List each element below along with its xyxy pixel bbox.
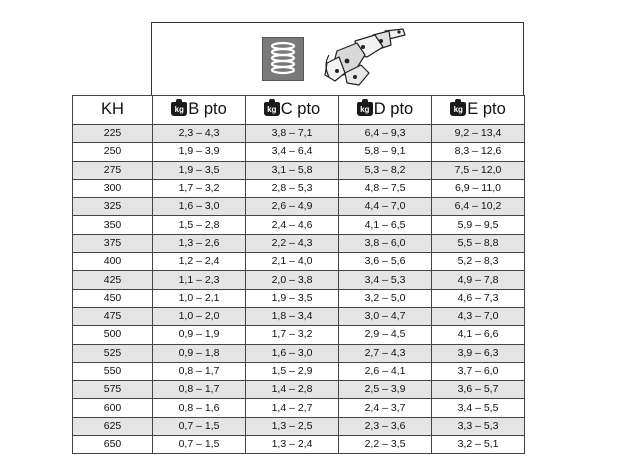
table-row bbox=[73, 326, 525, 344]
column-header-c: kg C pto bbox=[246, 96, 339, 125]
cell-e: 3,9 – 6,3 bbox=[432, 344, 525, 362]
column-header-kh: KH bbox=[73, 96, 153, 125]
cell-d: 3,2 – 5,0 bbox=[339, 289, 432, 307]
cell-c: 2,2 – 4,3 bbox=[246, 234, 339, 252]
cell-b: 0,7 – 1,5 bbox=[153, 417, 246, 435]
cell-d: 2,9 – 4,5 bbox=[339, 326, 432, 344]
cell-kh: 325 bbox=[73, 198, 153, 216]
cell-b: 1,0 – 2,1 bbox=[153, 289, 246, 307]
column-header-b: kg B pto bbox=[153, 96, 246, 125]
table-row bbox=[73, 253, 525, 271]
cell-d: 4,1 – 6,5 bbox=[339, 216, 432, 234]
cell-d: 5,3 – 8,2 bbox=[339, 161, 432, 179]
cell-c: 1,4 – 2,7 bbox=[246, 399, 339, 417]
cell-e: 5,5 – 8,8 bbox=[432, 234, 525, 252]
cell-d: 2,4 – 3,7 bbox=[339, 399, 432, 417]
cell-kh: 350 bbox=[73, 216, 153, 234]
cell-d: 2,7 – 4,3 bbox=[339, 344, 432, 362]
cell-e: 4,9 – 7,8 bbox=[432, 271, 525, 289]
kg-weight-icon: kg bbox=[450, 102, 466, 116]
cell-e: 4,6 – 7,3 bbox=[432, 289, 525, 307]
cell-kh: 625 bbox=[73, 417, 153, 435]
cell-kh: 450 bbox=[73, 289, 153, 307]
cell-d: 3,0 – 4,7 bbox=[339, 307, 432, 325]
lift-mechanism-hinge-icon bbox=[315, 25, 409, 89]
cell-d: 2,3 – 3,6 bbox=[339, 417, 432, 435]
cell-kh: 575 bbox=[73, 381, 153, 399]
cell-d: 5,8 – 9,1 bbox=[339, 143, 432, 161]
cell-kh: 275 bbox=[73, 161, 153, 179]
table-row bbox=[73, 234, 525, 252]
cell-b: 1,9 – 3,5 bbox=[153, 161, 246, 179]
table-row bbox=[73, 198, 525, 216]
cell-b: 0,8 – 1,6 bbox=[153, 399, 246, 417]
cell-b: 1,2 – 2,4 bbox=[153, 253, 246, 271]
cell-e: 4,3 – 7,0 bbox=[432, 307, 525, 325]
cell-e: 3,2 – 5,1 bbox=[432, 436, 525, 454]
table-row bbox=[73, 362, 525, 380]
cell-kh: 250 bbox=[73, 143, 153, 161]
cell-c: 2,0 – 3,8 bbox=[246, 271, 339, 289]
cell-d: 3,6 – 5,6 bbox=[339, 253, 432, 271]
cell-b: 1,5 – 2,8 bbox=[153, 216, 246, 234]
table-row bbox=[73, 143, 525, 161]
cell-b: 0,8 – 1,7 bbox=[153, 381, 246, 399]
cell-kh: 400 bbox=[73, 253, 153, 271]
table-row bbox=[73, 271, 525, 289]
spring-load-table bbox=[72, 95, 525, 454]
cell-e: 4,1 – 6,6 bbox=[432, 326, 525, 344]
cell-kh: 225 bbox=[73, 125, 153, 143]
cell-e: 9,2 – 13,4 bbox=[432, 125, 525, 143]
cell-e: 5,9 – 9,5 bbox=[432, 216, 525, 234]
cell-e: 8,3 – 12,6 bbox=[432, 143, 525, 161]
cell-kh: 425 bbox=[73, 271, 153, 289]
kg-weight-icon: kg bbox=[357, 102, 373, 116]
cell-b: 1,1 – 2,3 bbox=[153, 271, 246, 289]
kg-weight-icon: kg bbox=[264, 102, 280, 116]
table-row bbox=[73, 179, 525, 197]
cell-d: 2,6 – 4,1 bbox=[339, 362, 432, 380]
cell-c: 1,6 – 3,0 bbox=[246, 344, 339, 362]
cell-kh: 375 bbox=[73, 234, 153, 252]
illustration-header-box bbox=[151, 22, 524, 95]
cell-e: 6,9 – 11,0 bbox=[432, 179, 525, 197]
cell-d: 3,8 – 6,0 bbox=[339, 234, 432, 252]
cell-b: 0,9 – 1,8 bbox=[153, 344, 246, 362]
cell-c: 3,8 – 7,1 bbox=[246, 125, 339, 143]
kg-weight-icon: kg bbox=[171, 102, 187, 116]
cell-c: 3,1 – 5,8 bbox=[246, 161, 339, 179]
cell-b: 1,0 – 2,0 bbox=[153, 307, 246, 325]
table-row bbox=[73, 289, 525, 307]
cell-b: 1,9 – 3,9 bbox=[153, 143, 246, 161]
table-header-row bbox=[73, 96, 525, 125]
cell-c: 1,8 – 3,4 bbox=[246, 307, 339, 325]
cell-kh: 500 bbox=[73, 326, 153, 344]
cell-d: 4,8 – 7,5 bbox=[339, 179, 432, 197]
cell-kh: 600 bbox=[73, 399, 153, 417]
table-row bbox=[73, 344, 525, 362]
table-row bbox=[73, 399, 525, 417]
cell-d: 6,4 – 9,3 bbox=[339, 125, 432, 143]
cell-c: 3,4 – 6,4 bbox=[246, 143, 339, 161]
cell-d: 4,4 – 7,0 bbox=[339, 198, 432, 216]
column-header-d: kg D pto bbox=[339, 96, 432, 125]
cell-b: 1,6 – 3,0 bbox=[153, 198, 246, 216]
cell-e: 6,4 – 10,2 bbox=[432, 198, 525, 216]
cell-c: 1,7 – 3,2 bbox=[246, 326, 339, 344]
cell-c: 2,4 – 4,6 bbox=[246, 216, 339, 234]
cell-d: 2,2 – 3,5 bbox=[339, 436, 432, 454]
cell-c: 1,3 – 2,5 bbox=[246, 417, 339, 435]
table-row bbox=[73, 216, 525, 234]
cell-c: 1,5 – 2,9 bbox=[246, 362, 339, 380]
table-row bbox=[73, 381, 525, 399]
cell-e: 3,6 – 5,7 bbox=[432, 381, 525, 399]
cell-kh: 300 bbox=[73, 179, 153, 197]
cell-c: 1,3 – 2,4 bbox=[246, 436, 339, 454]
cell-b: 2,3 – 4,3 bbox=[153, 125, 246, 143]
cell-d: 3,4 – 5,3 bbox=[339, 271, 432, 289]
cell-b: 1,3 – 2,6 bbox=[153, 234, 246, 252]
cell-b: 0,8 – 1,7 bbox=[153, 362, 246, 380]
table-row bbox=[73, 307, 525, 325]
cell-c: 1,9 – 3,5 bbox=[246, 289, 339, 307]
cell-b: 0,7 – 1,5 bbox=[153, 436, 246, 454]
cell-e: 5,2 – 8,3 bbox=[432, 253, 525, 271]
cell-c: 2,8 – 5,3 bbox=[246, 179, 339, 197]
cell-e: 7,5 – 12,0 bbox=[432, 161, 525, 179]
cell-kh: 550 bbox=[73, 362, 153, 380]
table-row bbox=[73, 161, 525, 179]
cell-e: 3,4 – 5,5 bbox=[432, 399, 525, 417]
table-row bbox=[73, 436, 525, 454]
cell-d: 2,5 – 3,9 bbox=[339, 381, 432, 399]
cell-e: 3,3 – 5,3 bbox=[432, 417, 525, 435]
cell-e: 3,7 – 6,0 bbox=[432, 362, 525, 380]
cell-kh: 475 bbox=[73, 307, 153, 325]
cell-b: 1,7 – 3,2 bbox=[153, 179, 246, 197]
table-row bbox=[73, 125, 525, 143]
cell-c: 2,1 – 4,0 bbox=[246, 253, 339, 271]
cell-c: 1,4 – 2,8 bbox=[246, 381, 339, 399]
cell-kh: 525 bbox=[73, 344, 153, 362]
table-row bbox=[73, 417, 525, 435]
cell-kh: 650 bbox=[73, 436, 153, 454]
cell-b: 0,9 – 1,9 bbox=[153, 326, 246, 344]
spring-icon bbox=[262, 37, 304, 81]
cell-c: 2,6 – 4,9 bbox=[246, 198, 339, 216]
column-header-e: kg E pto bbox=[432, 96, 525, 125]
